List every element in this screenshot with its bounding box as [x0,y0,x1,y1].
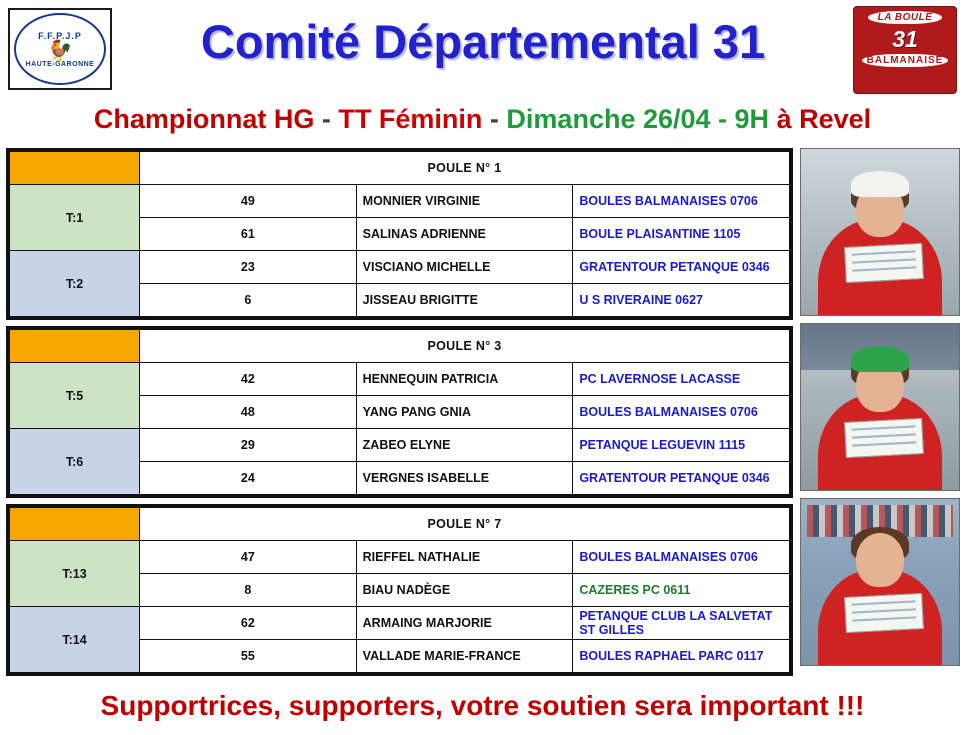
poule-header-marker [10,152,140,185]
player-club-label: BOULES BALMANAISES 0706 [579,405,758,419]
subtitle-sep2: - [489,104,499,134]
photo-3-check [844,593,924,633]
player-name: SALINAS ADRIENNE [356,218,573,251]
photo-1-cap [851,171,909,197]
player-number: 24 [140,462,357,495]
page-subtitle [0,104,965,135]
poule-block [6,148,793,320]
ffpjp-abbr-label: F.F.P.J.P [38,30,82,41]
player-club [573,284,790,317]
player-club [573,574,790,607]
poule-title: POULE N° 3 [140,330,790,363]
poule-table [9,507,790,673]
player-club-label: PETANQUE LEGUEVIN 1115 [579,438,746,452]
player-club [573,607,790,640]
poules-board [6,148,793,682]
poule-block [6,326,793,498]
player-number: 6 [140,284,357,317]
player-club-label: U S RIVERAINE 0627 [579,293,703,307]
photo-column [800,148,960,673]
player-club-label: GRATENTOUR PETANQUE 0346 [579,471,770,485]
player-club-label: PETANQUE CLUB LA SALVETAT ST GILLES [579,609,773,637]
club-logo [853,6,957,94]
subtitle-part1: Championnat HG [93,104,315,134]
player-name: BIAU NADÈGE [356,574,573,607]
poule-header-row [10,508,790,541]
table-row [10,363,790,396]
photo-1-check [844,243,924,283]
ffpjp-logo [8,8,112,90]
player-club-label: PC LAVERNOSE LACASSE [579,372,741,386]
team-tag: T:2 [10,251,140,317]
footer-message: Supportrices, supporters, votre soutien sera important !!! [100,690,865,721]
team-tag: T:14 [10,607,140,673]
poule-header-row [10,152,790,185]
player-club-label: BOULES BALMANAISES 0706 [579,550,758,564]
player-name: VALLADE MARIE-FRANCE [356,640,573,673]
player-club-label: BOULES RAPHAEL PARC 0117 [579,649,764,663]
player-number: 61 [140,218,357,251]
player-number: 48 [140,396,357,429]
player-club-label: GRATENTOUR PETANQUE 0346 [579,260,770,274]
player-number: 47 [140,541,357,574]
team-tag: T:1 [10,185,140,251]
ffpjp-region-label: HAUTE-GARONNE [25,60,95,68]
player-club-label: BOULES BALMANAISES 0706 [579,194,758,208]
player-club [573,462,790,495]
player-club [573,640,790,673]
ffpjp-logo-ring [14,13,106,85]
player-name: VISCIANO MICHELLE [356,251,573,284]
poule-header-marker [10,508,140,541]
page-title: Comité Départemental 31 [200,15,766,68]
subtitle-part3: Dimanche 26/04 - 9H [506,104,770,134]
poule-block [6,504,793,676]
table-row [10,607,790,640]
player-club [573,429,790,462]
player-club-label: BOULE PLAISANTINE 1105 [579,227,741,241]
player-club [573,185,790,218]
player-number: 49 [140,185,357,218]
player-club [573,396,790,429]
player-number: 23 [140,251,357,284]
team-tag: T:13 [10,541,140,607]
poule-header-row [10,330,790,363]
page-header [0,0,965,134]
poule-title: POULE N° 7 [140,508,790,541]
club-logo-line3: BALMANAISE [862,54,948,67]
team-tag: T:6 [10,429,140,495]
poule-title: POULE N° 1 [140,152,790,185]
club-logo-line2: 31 [892,26,918,52]
player-name: HENNEQUIN PATRICIA [356,363,573,396]
player-club [573,251,790,284]
team-tag: T:5 [10,363,140,429]
poule-table [9,151,790,317]
player-name: YANG PANG GNIA [356,396,573,429]
club-logo-line1: LA BOULE [868,11,942,24]
subtitle-sep1: - [321,104,331,134]
player-name: VERGNES ISABELLE [356,462,573,495]
player-club [573,363,790,396]
table-row [10,541,790,574]
player-number: 42 [140,363,357,396]
poule-header-marker [10,330,140,363]
player-name: RIEFFEL NATHALIE [356,541,573,574]
rooster-icon: 🐓 [47,39,73,62]
player-name: JISSEAU BRIGITTE [356,284,573,317]
photo-player-3 [800,498,960,666]
player-club [573,541,790,574]
player-name: MONNIER VIRGINIE [356,185,573,218]
table-row [10,185,790,218]
photo-player-1 [800,148,960,316]
player-number: 29 [140,429,357,462]
player-club [573,218,790,251]
photo-2-check [844,418,924,458]
table-row [10,251,790,284]
player-name: ARMAING MARJORIE [356,607,573,640]
subtitle-part4: à Revel [776,104,872,134]
table-row [10,429,790,462]
player-number: 8 [140,574,357,607]
player-name: ZABEO ELYNE [356,429,573,462]
subtitle-part2: TT Féminin [338,104,483,134]
player-number: 55 [140,640,357,673]
photo-2-cap [851,346,909,372]
photo-player-2 [800,323,960,491]
player-club-label: CAZERES PC 0611 [579,583,691,597]
photo-3-face [856,533,904,587]
player-number: 62 [140,607,357,640]
poule-table [9,329,790,495]
